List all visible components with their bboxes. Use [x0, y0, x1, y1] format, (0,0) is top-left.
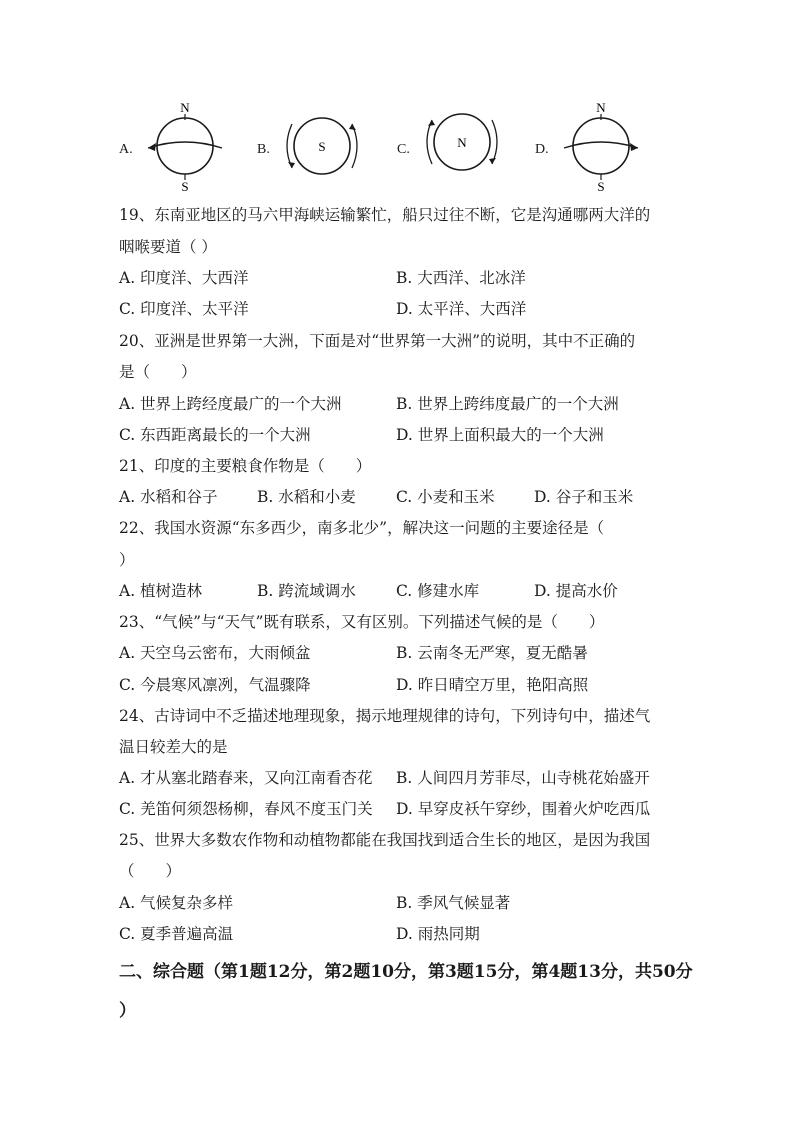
- figure-d-north: N: [596, 100, 606, 115]
- question-20-option-a: A. 世界上跨经度最广的一个大洲: [119, 395, 342, 413]
- question-21-stem-1: 21、印度的主要粮食作物是（ ）: [119, 457, 372, 475]
- figure-a-south: S: [181, 179, 189, 194]
- question-23-stem-1: 23、“气候”与“天气”既有联系，又有区别。下列描述气候的是（ ）: [119, 613, 605, 631]
- figure-option-a-globe: [140, 96, 230, 192]
- question-24-option-a: A. 才从塞北踏春来，又向江南看杏花: [119, 769, 373, 787]
- question-22-stem-1: 22、我国水资源“东多西少，南多北少”，解决这一问题的主要途径是（: [119, 519, 605, 537]
- figure-option-b-label: B.: [257, 142, 270, 157]
- question-20-stem-1: 20、亚洲是世界第一大洲，下面是对“世界第一大洲”的说明，其中不正确的: [119, 332, 636, 350]
- figure-option-d-label: D.: [535, 142, 549, 157]
- question-23-option-a: A. 天空乌云密布，大雨倾盆: [119, 644, 311, 662]
- question-19-stem-2: 咽喉要道（ ）: [119, 238, 217, 256]
- question-20-option-b: B. 世界上跨纬度最广的一个大洲: [396, 395, 619, 413]
- question-25-option-d: D. 雨热同期: [396, 925, 480, 943]
- figure-d-south: S: [597, 179, 605, 194]
- question-23-option-c: C. 今晨寒风凛冽，气温骤降: [119, 676, 311, 694]
- question-23-option-d: D. 昨日晴空万里，艳阳高照: [396, 676, 589, 694]
- question-24-option-c: C. 羌笛何须怨杨柳，春风不度玉门关: [119, 800, 373, 818]
- question-20-option-c: C. 东西距离最长的一个大洲: [119, 426, 311, 444]
- question-25-option-a: A. 气候复杂多样: [119, 894, 234, 912]
- question-20-stem-2: 是（ ）: [119, 363, 197, 381]
- question-22-option-a: A. 植树造林: [119, 582, 203, 600]
- figure-option-d-globe: [556, 96, 646, 192]
- question-25-option-c: C. 夏季普遍高温: [119, 925, 234, 943]
- section-2-heading-line-2: ）: [119, 1001, 136, 1021]
- question-19-stem-1: 19、东南亚地区的马六甲海峡运输繁忙，船只过往不断，它是沟通哪两大洋的: [119, 206, 651, 224]
- question-24-option-d: D. 早穿皮袄午穿纱，围着火炉吃西瓜: [396, 800, 651, 818]
- arrow-up-icon: [349, 124, 356, 130]
- figure-option-b-globe: [282, 110, 362, 182]
- question-19-option-b: B. 大西洋、北冰洋: [396, 269, 526, 287]
- question-21-option-a: A. 水稻和谷子: [119, 488, 218, 506]
- figure-c-center: N: [457, 135, 467, 150]
- globe-circle: [157, 118, 213, 174]
- question-21-option-d: D. 谷子和玉米: [534, 488, 634, 506]
- question-21-option-c: C. 小麦和玉米: [396, 488, 495, 506]
- question-22-option-c: C. 修建水库: [396, 582, 480, 600]
- question-24-stem-1: 24、古诗词中不乏描述地理现象，揭示地理规律的诗句，下列诗句中，描述气: [119, 707, 651, 725]
- figure-option-c-globe: [422, 106, 502, 178]
- question-22-stem-2: ）: [119, 551, 135, 569]
- question-24-option-b: B. 人间四月芳菲尽，山寺桃花始盛开: [396, 769, 650, 787]
- question-24-stem-2: 温日较差大的是: [119, 738, 228, 756]
- section-2-heading-line-1: 二、综合题（第1题12分，第2题10分，第3题15分，第4题13分，共50分: [119, 962, 693, 982]
- figure-option-c-label: C.: [397, 142, 410, 157]
- question-19-option-c: C. 印度洋、太平洋: [119, 300, 249, 318]
- question-22-option-b: B. 跨流域调水: [257, 582, 356, 600]
- question-19-option-a: A. 印度洋、大西洋: [119, 269, 249, 287]
- figure-a-north: N: [180, 100, 190, 115]
- arrow-down-icon: [288, 162, 295, 168]
- arrow-up-icon: [428, 120, 435, 126]
- arrow-down-icon: [489, 158, 496, 164]
- question-23-option-b: B. 云南冬无严寒，夏无酷暑: [396, 644, 588, 662]
- question-21-option-b: B. 水稻和小麦: [257, 488, 356, 506]
- question-20-option-d: D. 世界上面积最大的一个大洲: [396, 426, 604, 444]
- question-25-stem-1: 25、世界大多数农作物和动植物都能在我国找到适合生长的地区，是因为我国: [119, 831, 651, 849]
- question-25-option-b: B. 季风气候显著: [396, 894, 511, 912]
- figure-option-a-label: A.: [119, 142, 133, 157]
- question-25-stem-2: （ ）: [119, 862, 182, 880]
- question-19-option-d: D. 太平洋、大西洋: [396, 300, 527, 318]
- figure-b-center: S: [318, 139, 326, 154]
- question-22-option-d: D. 提高水价: [534, 582, 618, 600]
